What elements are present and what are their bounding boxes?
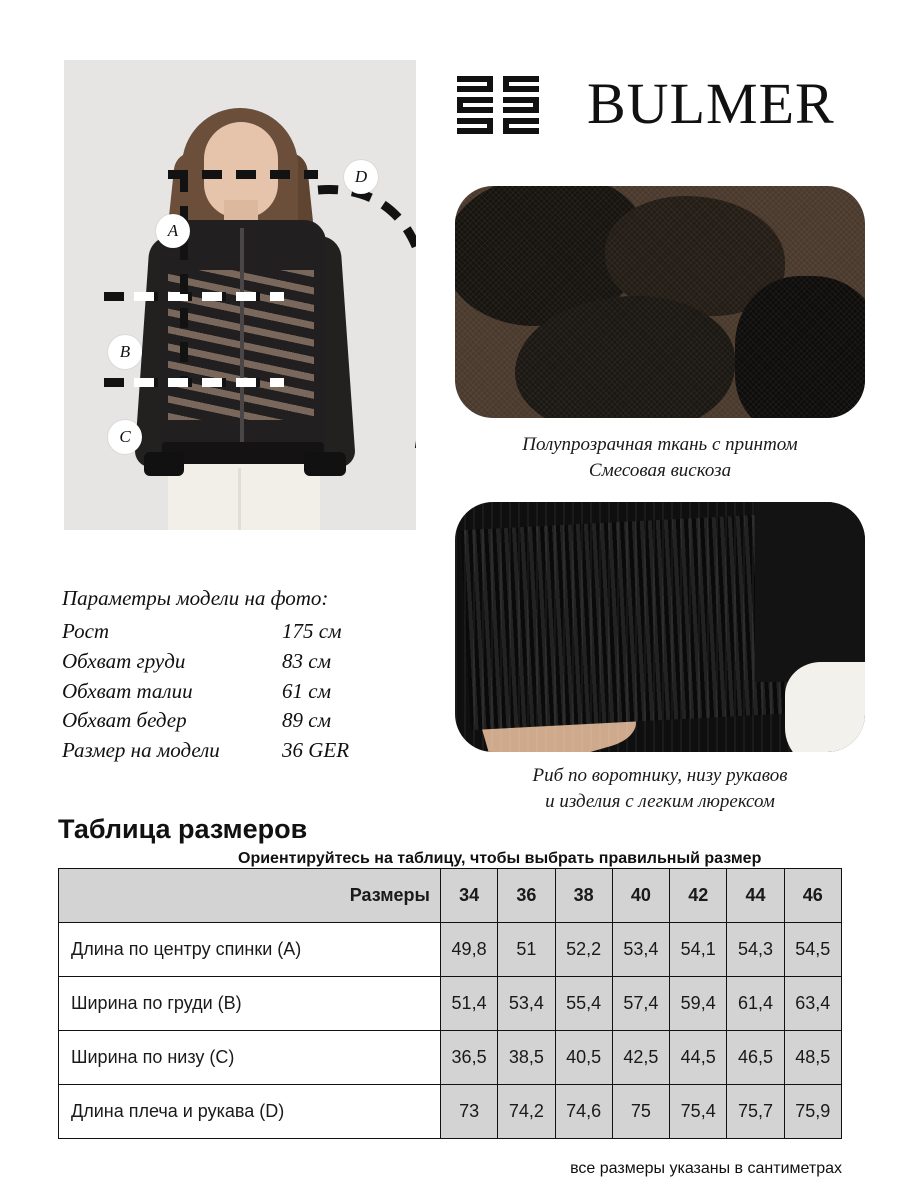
table-header-row bbox=[59, 869, 842, 923]
size-column-44: 44 bbox=[727, 869, 784, 923]
fabric-caption-1-line-2: Смесовая вискоза bbox=[588, 459, 732, 481]
size-column-34: 34 bbox=[440, 869, 497, 923]
table-row bbox=[59, 1031, 842, 1085]
measurement-value: 57,4 bbox=[612, 977, 669, 1031]
measurement-value: 75,7 bbox=[727, 1085, 784, 1139]
model-parameter-label: Рост bbox=[62, 619, 110, 643]
measurement-value: 51 bbox=[498, 923, 555, 977]
jacket-zipper bbox=[240, 228, 244, 454]
measurement-value: 42,5 bbox=[612, 1031, 669, 1085]
measurement-value: 75 bbox=[612, 1085, 669, 1139]
jacket-hem-rib bbox=[162, 442, 324, 464]
measurement-value: 73 bbox=[440, 1085, 497, 1139]
size-header-label: Размеры bbox=[59, 869, 441, 923]
size-column-40: 40 bbox=[612, 869, 669, 923]
brand-name: BULMER bbox=[587, 71, 835, 136]
measurement-value: 63,4 bbox=[784, 977, 841, 1031]
measurement-value: 40,5 bbox=[555, 1031, 612, 1085]
model-parameter-row bbox=[62, 647, 402, 677]
measurement-label: Длина плеча и рукава (D) bbox=[59, 1085, 441, 1139]
measurement-value: 53,4 bbox=[498, 977, 555, 1031]
fabric-caption-1-line-1: Полупрозрачная ткань с принтом bbox=[522, 434, 798, 455]
model-parameter-row bbox=[62, 706, 402, 736]
model-parameter-label: Обхват груди bbox=[62, 648, 186, 673]
measurement-value: 75,4 bbox=[670, 1085, 727, 1139]
model-parameter-label: Размер на модели bbox=[62, 738, 220, 763]
measurement-value: 61,4 bbox=[727, 977, 784, 1031]
measurement-value: 55,4 bbox=[555, 977, 612, 1031]
marker-c: C bbox=[108, 420, 142, 454]
model-parameters bbox=[62, 586, 402, 766]
measurement-value: 51,4 bbox=[440, 977, 497, 1031]
fabric-caption-2-line-2: и изделия с легким люрексом bbox=[545, 790, 775, 812]
measurement-value: 36,5 bbox=[440, 1031, 497, 1085]
measurement-value: 49,8 bbox=[440, 923, 497, 977]
measurement-value: 74,6 bbox=[555, 1085, 612, 1139]
rib-photo-highlight bbox=[785, 662, 865, 752]
size-column-36: 36 bbox=[498, 869, 555, 923]
measurement-value: 46,5 bbox=[727, 1031, 784, 1085]
measurement-value: 48,5 bbox=[784, 1031, 841, 1085]
model-parameter-label: Обхват бедер bbox=[62, 708, 187, 733]
marker-a: A bbox=[156, 214, 190, 248]
measurement-label: Ширина по низу (C) bbox=[59, 1031, 441, 1085]
size-table bbox=[58, 868, 842, 1139]
measurement-value: 54,3 bbox=[727, 923, 784, 977]
measurement-value: 74,2 bbox=[498, 1085, 555, 1139]
measurement-value: 44,5 bbox=[670, 1031, 727, 1085]
measure-line-a bbox=[168, 170, 318, 179]
rib-photo-shadow bbox=[755, 502, 865, 682]
brand-header bbox=[455, 71, 865, 146]
model-parameter-value: 89 см bbox=[282, 708, 331, 733]
fabric-caption-2 bbox=[455, 763, 865, 814]
fabric-photo-print bbox=[455, 186, 865, 418]
size-column-46: 46 bbox=[784, 869, 841, 923]
model-parameter-label: Обхват талии bbox=[62, 678, 193, 703]
model-trousers bbox=[168, 458, 320, 530]
measurement-value: 38,5 bbox=[498, 1031, 555, 1085]
size-table-subtitle: Ориентируйтесь на таблицу, чтобы выбрать правильный размер bbox=[238, 850, 762, 867]
fabric-photo-rib bbox=[455, 502, 865, 752]
measure-line-b-white bbox=[134, 292, 284, 301]
table-row bbox=[59, 977, 842, 1031]
size-table-footnote: все размеры указаны в сантиметрах bbox=[570, 1160, 842, 1177]
model-parameter-value: 83 см bbox=[282, 648, 331, 673]
model-parameter-row bbox=[62, 677, 402, 707]
table-row bbox=[59, 1085, 842, 1139]
jacket-cuff-left bbox=[144, 452, 184, 476]
marker-b: B bbox=[108, 335, 142, 369]
model-parameter-value: 36 GER bbox=[282, 738, 350, 763]
size-table-title: Таблица размеров bbox=[58, 814, 308, 844]
measure-arc-d bbox=[310, 164, 416, 464]
size-column-38: 38 bbox=[555, 869, 612, 923]
size-column-42: 42 bbox=[670, 869, 727, 923]
table-row bbox=[59, 923, 842, 977]
measurement-value: 75,9 bbox=[784, 1085, 841, 1139]
measure-line-a-vertical bbox=[180, 172, 188, 378]
model-photo bbox=[64, 60, 416, 530]
model-parameter-value: 175 см bbox=[282, 619, 342, 643]
measurement-value: 52,2 bbox=[555, 923, 612, 977]
measurement-label: Длина по центру спинки (A) bbox=[59, 923, 441, 977]
measurement-value: 53,4 bbox=[612, 923, 669, 977]
model-parameter-row bbox=[62, 617, 402, 647]
marker-d: D bbox=[344, 160, 378, 194]
measure-line-c-white bbox=[134, 378, 284, 387]
measurement-value: 59,4 bbox=[670, 977, 727, 1031]
bulmer-monogram-icon bbox=[455, 74, 547, 136]
fabric-caption-1 bbox=[455, 432, 865, 483]
model-parameters-title: Параметры модели на фото: bbox=[62, 586, 329, 610]
model-parameter-row bbox=[62, 736, 402, 766]
measurement-value: 54,5 bbox=[784, 923, 841, 977]
model-parameter-value: 61 см bbox=[282, 678, 331, 703]
measurement-value: 54,1 bbox=[670, 923, 727, 977]
measurement-label: Ширина по груди (B) bbox=[59, 977, 441, 1031]
fabric-caption-2-line-1: Риб по воротнику, низу рукавов bbox=[532, 765, 788, 786]
mesh-texture bbox=[455, 186, 865, 418]
